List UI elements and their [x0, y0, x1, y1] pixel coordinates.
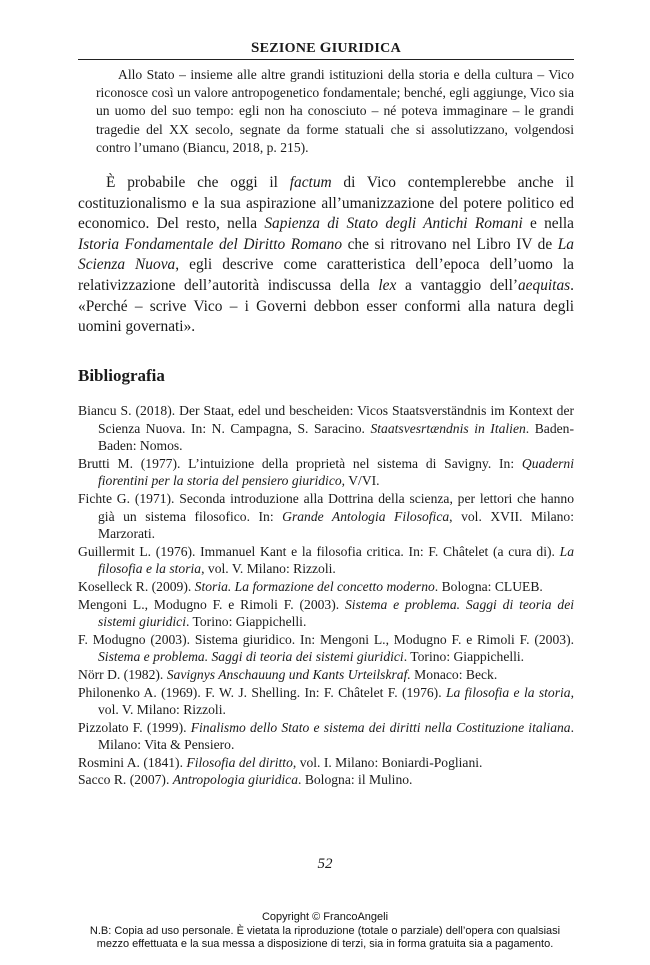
italic-run: lex — [378, 276, 397, 294]
block-quote-paragraph — [96, 66, 574, 157]
italic-run: factum — [289, 174, 332, 191]
bibliography-entry — [78, 719, 574, 754]
text-run: Monaco: Beck. — [410, 666, 498, 682]
bibliography-entry — [78, 578, 574, 596]
text-run: Rosmini A. (1841). — [78, 754, 187, 770]
block-quote — [96, 66, 574, 157]
bibliography-heading: Bibliografia — [78, 366, 165, 385]
text-run: . Torino: Giappichelli. — [403, 649, 525, 665]
text-run: Pizzolato F. (1999). — [78, 719, 191, 735]
text-run: Philonenko A. (1969). F. W. J. Shelling. In: F. Châtelet F. (1976). — [78, 684, 446, 700]
body-text — [78, 173, 574, 338]
text-run: Fichte G. (1971). Seconda introduzione alla Dottrina della scienza, per lettori che hanno già un sistema filosofico. In: — [78, 490, 574, 524]
page-number: 52 — [317, 856, 333, 872]
bibliography-entry — [78, 543, 574, 578]
text-run: . Torino: Giappichelli. — [185, 614, 307, 630]
text-run: Biancu S. (2018). Der Staat, edel und bescheiden: Vicos Staatsverständnis im Kontext der Scienza Nuova. In: N. Campagna, S. Saracino. — [78, 403, 574, 436]
bibliography-entry — [78, 771, 574, 789]
italic-run: Sistema e problema. Saggi di teoria dei sistemi giuridici — [98, 649, 404, 665]
copyright-line: Copyright © FrancoAngeli — [261, 911, 389, 923]
text-run: . Baden-Baden: Nomos. — [98, 420, 574, 454]
bibliography-entry — [78, 455, 574, 490]
italic-run: Sapienza di Stato degli Antichi Romani — [264, 215, 523, 233]
text-run: , vol. V. Milano: Rizzoli. — [98, 684, 574, 718]
bibliography-entry — [78, 631, 574, 666]
text-run: che si ritrovano nel Libro IV de — [342, 235, 558, 253]
header-rule — [78, 59, 574, 60]
text-run: , vol. XVII. Milano: Marzorati. — [98, 508, 574, 542]
text-run: Brutti M. (1977). L’intuizione della proprietà nel sistema di Savigny. In: — [78, 455, 522, 471]
notice-line: mezzo effettuata e la sua messa a disposizione di terzi, sia in forma gratuita sia a pagamento. — [96, 938, 554, 951]
italic-run: aequitas — [517, 276, 571, 294]
bibliography-entry — [78, 490, 574, 543]
text-run: Allo Stato – insieme alle altre grandi istituzioni della storia e della cultura – Vico riconosce così un valore antropogenetico fondamentale; benché, egli aggiunge, Vico sia un uomo del suo tempo: egli non ha conosciuto – né poteva immaginare – le grandi tragedie del XX secolo, segnate da forme statuali che si assolutizzano, volgendosi contro l’umano (Biancu, 2018, p. 215). — [96, 67, 574, 155]
text-run: Mengoni L., Modugno F. e Rimoli F. (2003). — [78, 596, 345, 612]
text-run: . Bologna: CLUEB. — [434, 578, 543, 594]
notice-line: N.B: Copia ad uso personale. È vietata la riproduzione (totale o parziale) dell’opera con qualsiasi — [89, 924, 561, 937]
bibliography-entry — [78, 684, 574, 719]
bibliography-entry — [78, 402, 574, 455]
text-run: a vantaggio dell’ — [396, 276, 518, 294]
text-run: . Milano: Vita & Pensiero. — [98, 719, 575, 753]
header-word: EZIONE — [259, 41, 320, 56]
italic-run: Grande Antologia Filosofica — [282, 508, 450, 524]
bibliography-entry — [78, 666, 574, 684]
text-run: , vol. I. Milano: Boniardi-Pogliani. — [292, 754, 483, 770]
italic-run: Filosofia del diritto — [186, 754, 293, 770]
italic-run: La filosofia e la storia — [445, 684, 571, 700]
header-word: IURIDICA — [331, 41, 401, 56]
italic-run: La Scienza Nuova — [78, 235, 575, 274]
italic-run: Finalismo dello Stato e sistema dei diritti nella Costituzione italiana — [190, 719, 571, 735]
body-paragraph — [78, 173, 574, 338]
text-run: F. Modugno (2003). Sistema giuridico. In: Mengoni L., Modugno F. e Rimoli F. (2003). — [78, 631, 574, 647]
italic-run: Sistema e problema. Saggi di teoria dei sistemi giuridici — [98, 596, 575, 630]
text-run: . Bologna: il Mulino. — [298, 772, 413, 788]
italic-run: Quaderni fiorentini per la storia del pensiero giuridico — [98, 455, 574, 489]
text-run: di Vico contemplerebbe anche il costituzionalismo e la sua aspirazione all’umanizzazione del potere politico ed economico. Del resto, nella — [78, 174, 574, 233]
bibliography-list — [78, 402, 574, 789]
bibliography-entry — [78, 596, 574, 631]
header-initial: G — [319, 40, 332, 56]
text-run: , egli descrive come caratteristica dell’epoca dell’uomo la relativizzazione dell’autorità indiscussa della — [78, 256, 575, 294]
text-run: Guillermit L. (1976). Immanuel Kant e la filosofia critica. In: F. Châtelet (a cura di). — [78, 543, 560, 559]
italic-run: Istoria Fondamentale del Diritto Romano — [78, 235, 343, 253]
text-run: . «Perché – scrive Vico – i Governi debbon esser conformi alla natura degli uomini governati». — [78, 276, 574, 336]
text-run: , vol. V. Milano: Rizzoli. — [201, 561, 336, 577]
italic-run: Staatsvesrtændnis in Italien — [370, 420, 526, 436]
header-initial: S — [251, 40, 260, 56]
text-run: È probabile che oggi il — [106, 174, 290, 191]
italic-run: La filosofia e la storia — [98, 543, 574, 577]
italic-run: Savignys Anschauung und Kants Urteilskraf. — [166, 666, 411, 682]
text-run: Koselleck R. (2009). — [78, 578, 195, 594]
text-run: Nörr D. (1982). — [78, 666, 167, 682]
italic-run: Storia. La formazione del concetto moderno — [194, 578, 435, 594]
italic-run: Antropologia giuridica — [172, 772, 299, 788]
running-header — [78, 40, 574, 57]
text-run: , V/VI. — [341, 473, 380, 489]
copyright-footer — [0, 911, 650, 952]
text-run: e nella — [522, 215, 575, 233]
bibliography-entry — [78, 754, 574, 772]
text-run: Sacco R. (2007). — [78, 772, 173, 788]
